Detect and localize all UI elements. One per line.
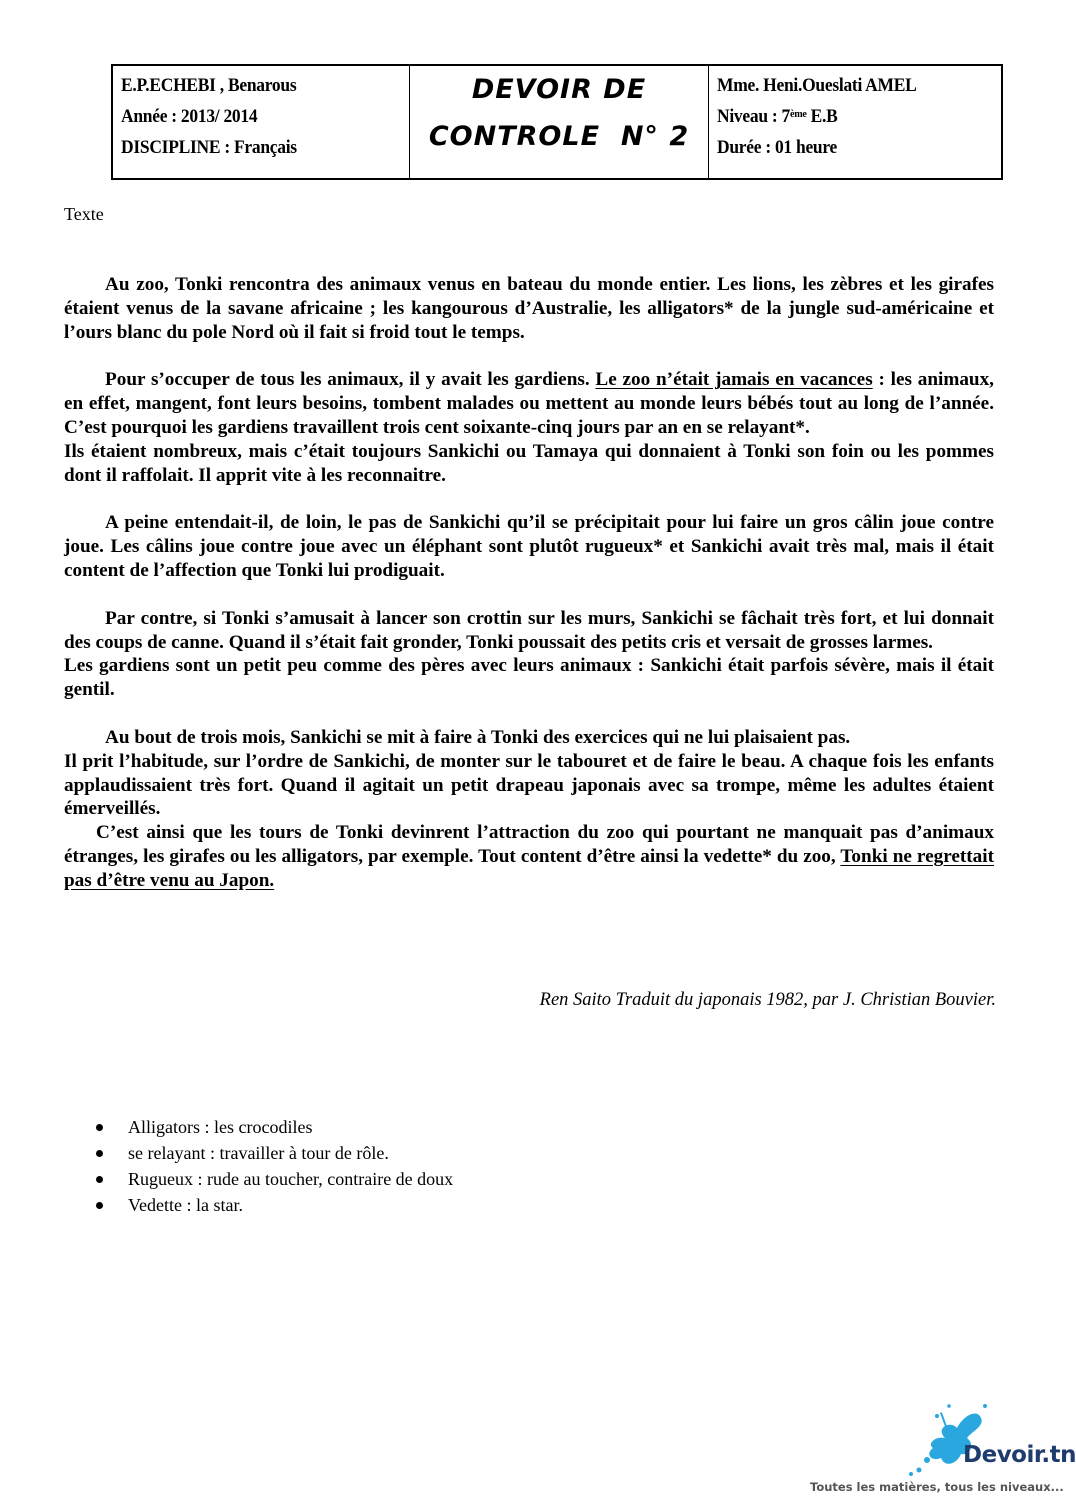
discipline: DISCIPLINE : Français [121,137,297,158]
exam-title-line-2-text: CONTROLE N° 2 [428,121,690,152]
source-attribution: Ren Saito Traduit du japonais 1982, par J. Christian Bouvier. [539,990,996,1010]
paragraph-gap [64,487,994,511]
story-paragraph: Au zoo, Tonki rencontra des animaux venus en bateau du monde entier. Les lions, les zèbres et les girafes étaient venus de la savane africaine ; les kangourous d’Australie, les alligators* de la jungle sud-américaine et l’ours blanc du pole Nord où il fait si froid tout le temps. [64,274,994,343]
watermark-tagline: Toutes les matières, tous les niveaux... [810,1480,1064,1494]
level-superscript: ème [789,108,807,120]
story-text-span: Pour s’occuper de tous les animaux, il y avait les gardiens. [105,369,596,391]
level-suffix: E.B [806,106,838,127]
story-paragraph: Ils étaient nombreux, mais c’était toujours Sankichi ou Tamaya qui donnaient à Tonki son foin ou les pommes dont il raffolait. Il apprit vite à les reconnaitre. [64,440,994,486]
story-paragraph: Au bout de trois mois, Sankichi se mit à faire à Tonki des exercices qui ne lui plaisaient pas. [105,726,851,748]
glossary-text: Vedette : la star. [128,1195,243,1215]
school-year: Année : 2013/ 2014 [121,106,258,127]
exam-title-line-1: DEVOIR DE [471,74,647,105]
paragraph-gap [64,583,994,607]
glossary-list [96,1114,453,1218]
story-paragraph: Il prit l’habitude, sur l’ordre de Sankichi, de monter sur le tabouret et de faire le beau. A chaque fois les enfants applaudissaient très fort. Quand il agitait un petit drapeau japonais avec sa trompe, même les adultes étaient émerveillés. [64,750,994,820]
bullet-icon [96,1150,103,1157]
story-text-span: C’est ainsi que les tours de Tonki devinrent l’attraction du zoo qui pourtant ne manquait pas d’animaux étranges, les girafes ou les alligators, par exemple. Tout content d’être ainsi la vedette* du zoo, [64,822,994,867]
story-paragraph: Les gardiens sont un petit peu comme des pères avec leurs animaux : Sankichi était parfois sévère, mais il était gentil. [64,655,994,701]
bullet-icon [96,1176,103,1183]
class-level [717,101,978,132]
school-name: E.P.ECHEBI , Benarous [121,75,297,96]
bullet-icon [96,1202,103,1209]
header-table [111,64,1003,180]
story-paragraph: Par contre, si Tonki s’amusait à lancer son crottin sur les murs, Sankichi se fâchait très fort, et lui donnait des coups de canne. Quand il s’était fait gronder, Tonki poussait des petits cris et versait de grosses larmes. [64,607,994,653]
glossary-text: se relayant : travailler à tour de rôle. [128,1143,389,1163]
paragraph-gap [64,344,994,368]
glossary-text: Rugueux : rude au toucher, contraire de doux [128,1169,454,1189]
watermark-brand: Devoir.tn [963,1442,1076,1468]
story-paragraph [64,368,994,439]
exam-title-line-2 [410,122,708,152]
underlined-phrase: Tonki ne regrettait pas d’être venu au Japon. [64,845,994,891]
exam-duration: Durée : 01 heure [717,137,838,158]
glossary-item [96,1166,453,1192]
header-title-cell [410,66,709,178]
header-school-cell [113,66,410,178]
devoir-tn-watermark [810,1398,1076,1497]
story-paragraph [64,821,994,892]
story-paragraph: A peine entendait-il, de loin, le pas de Sankichi qu’il se précipitait pour lui faire un gros câlin joue contre joue. Les câlins joue contre joue avec un éléphant sont plutôt rugueux* et Sankichi avait très mal, mais il était content de l’affection que Tonki lui prodiguait. [64,512,994,581]
story-text [64,273,994,893]
glossary-item [96,1114,453,1140]
header-teacher-cell [709,66,1001,178]
teacher-name: Mme. Heni.Oueslati AMEL [717,75,917,96]
underlined-phrase: Le zoo n’était jamais en vacances [595,369,873,391]
section-label: Texte [64,204,104,224]
glossary-item [96,1192,453,1218]
bullet-icon [96,1124,103,1131]
glossary-item [96,1140,453,1166]
paragraph-gap [64,702,994,726]
ink-splash-icon [905,1398,995,1483]
glossary-text: Alligators : les crocodiles [128,1117,313,1137]
level-prefix: Niveau : 7 [717,106,790,127]
story-text-span: : les animaux, en effet, mangent, font leurs besoins, tombent malades ou mettent au monde leurs bébés tout au long de l’année. C’est pourquoi les gardiens travaillent trois cent soixante-cinq jours par an en se relayant*. [64,369,994,438]
